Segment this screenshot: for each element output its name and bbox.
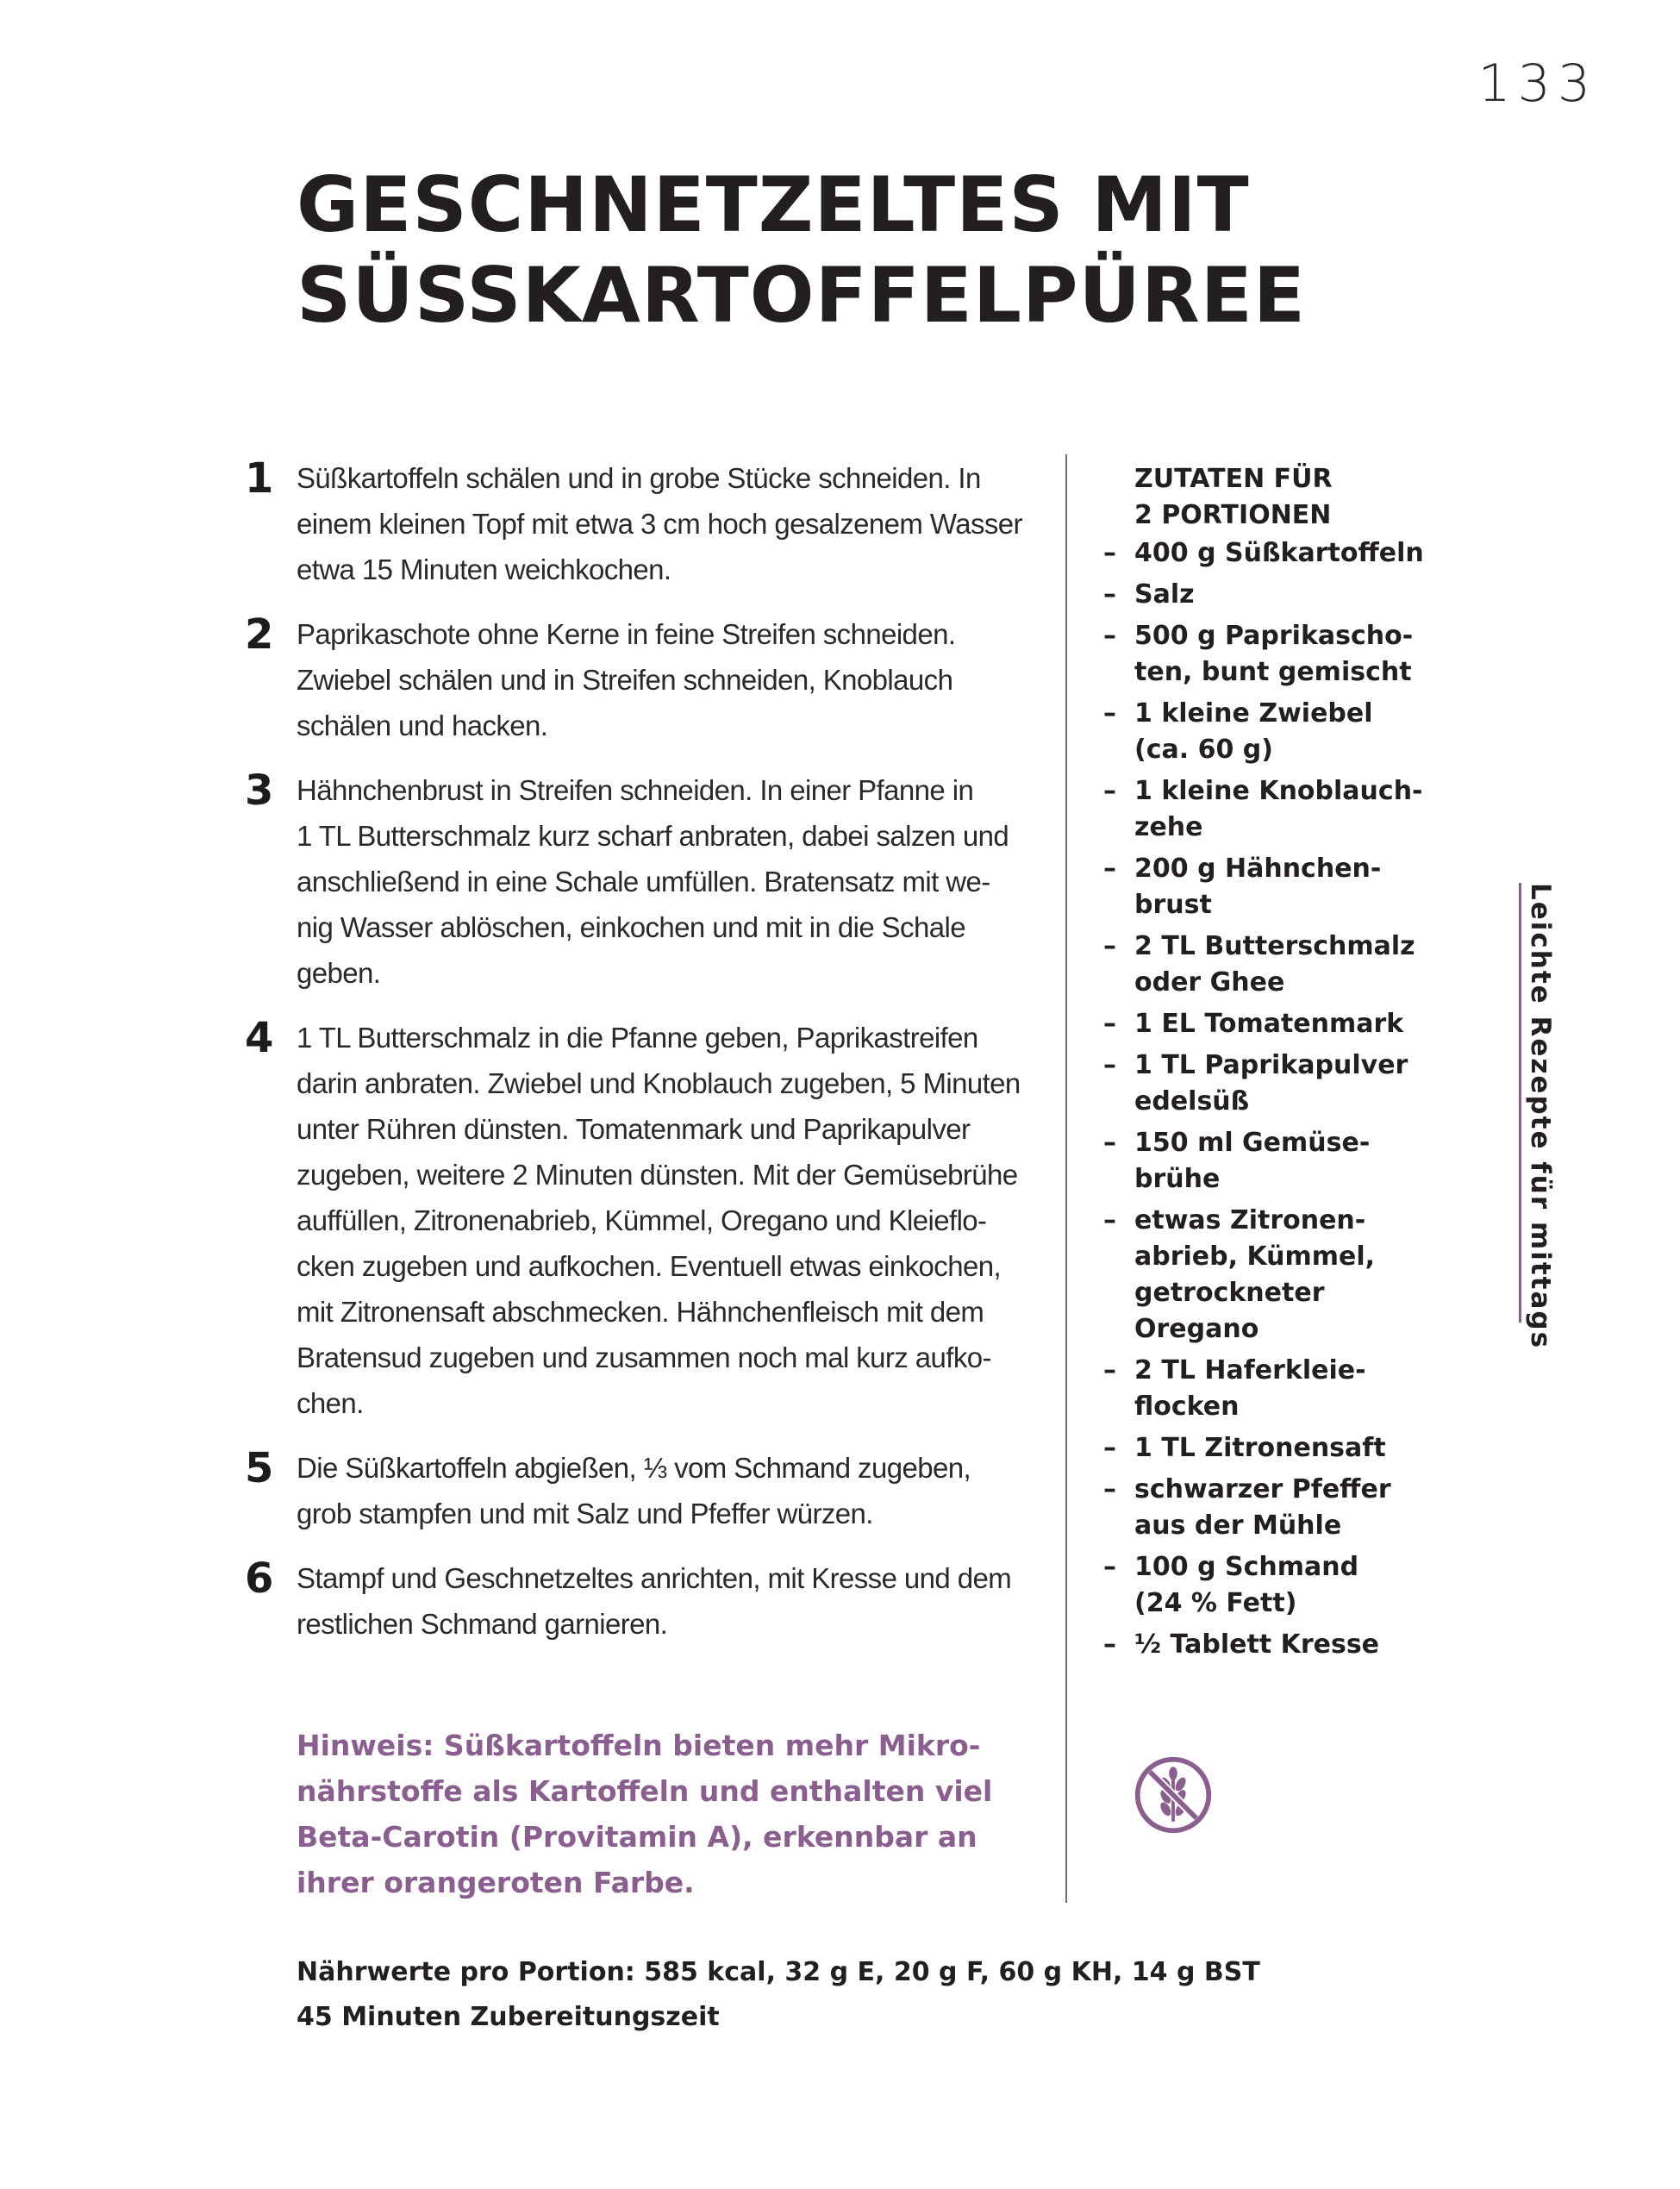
ingredient-item: – 200 g Hähnchen- brust [1103, 851, 1465, 923]
nutrition-values: Nährwerte pro Portion: 585 kcal, 32 g E, 20 g F, 60 g KH, 14 g BST [297, 1957, 1260, 1987]
chapter-side-label-text: Leichte Rezepte für mittags [1525, 883, 1556, 1350]
ingredients-panel [1103, 461, 1465, 1668]
ingredient-item: – 1 TL Paprikapulver edelsüß [1103, 1048, 1465, 1120]
chapter-side-label [1519, 883, 1564, 1350]
ingredient-item: – 100 g Schmand (24 % Fett) [1103, 1549, 1465, 1622]
step-5 [233, 1445, 1026, 1536]
ingredient-item: – 2 TL Butterschmalz oder Ghee [1103, 929, 1465, 1001]
ingredient-item: – Salz [1103, 577, 1465, 613]
ingredient-item: – etwas Zitronen- abrieb, Kümmel, getrockneter Oregano [1103, 1203, 1465, 1348]
ingredients-heading: ZUTATEN FÜR 2 PORTIONEN [1134, 464, 1333, 530]
recipe-title [297, 159, 1331, 341]
nutrition-info [297, 1950, 1331, 2040]
gluten-free-icon [1132, 1754, 1215, 1836]
ingredient-item: – 1 TL Zitronensaft [1103, 1430, 1465, 1467]
preparation-steps [233, 455, 1026, 1666]
column-divider [1065, 454, 1067, 1903]
ingredient-item: – 500 g Paprikascho- ten, bunt gemischt [1103, 618, 1465, 691]
step-6 [233, 1555, 1026, 1647]
preparation-time: 45 Minuten Zubereitungszeit [297, 2002, 720, 2032]
step-text: Süßkartoffeln schälen und in grobe Stücke schneiden. In einem kleinen Topf mit etwa 3 cm hoch gesalzenem Wasser etwa 15 Minuten weichkochen. [297, 462, 1022, 585]
recipe-title-line-1: GESCHNETZELTES MIT [297, 160, 1250, 249]
step-text: Hähnchenbrust in Streifen schneiden. In einer Pfanne in 1 TL Butterschmalz kurz scharf anbraten, dabei salzen und anschließend in eine Schale umfüllen. Bratensatz mit we- nig Wasser ablöschen, einkochen und mit in die Schale geben. [297, 774, 1009, 989]
ingredient-item: – 400 g Süßkartoffeln [1103, 535, 1465, 572]
step-number: 6 [245, 1554, 274, 1603]
step-text: Die Süßkartoffeln abgießen, ⅓ vom Schmand zugeben, grob stampfen und mit Salz und Pfeffer würzen. [297, 1452, 971, 1529]
ingredient-item: – 150 ml Gemüse- brühe [1103, 1125, 1465, 1198]
step-number: 3 [245, 766, 274, 815]
page-number: 133 [1477, 53, 1597, 114]
step-number: 5 [245, 1444, 274, 1492]
step-text: Stampf und Geschnetzeltes anrichten, mit Kresse und dem restlichen Schmand garnieren. [297, 1562, 1012, 1640]
ingredient-item: – 1 EL Tomatenmark [1103, 1006, 1465, 1042]
ingredient-item: – 1 kleine Knoblauch- zehe [1103, 773, 1465, 846]
step-1 [233, 455, 1026, 592]
ingredient-item: – ½ Tablett Kresse [1103, 1627, 1465, 1663]
step-3 [233, 767, 1026, 996]
step-text: Paprikaschote ohne Kerne in feine Streifen schneiden. Zwiebel schälen und in Streifen schneiden, Knoblauch schälen und hacken. [297, 618, 956, 741]
step-4 [233, 1015, 1026, 1426]
ingredient-item: – schwarzer Pfeffer aus der Mühle [1103, 1472, 1465, 1544]
ingredient-item: – 2 TL Haferkleie- flocken [1103, 1353, 1465, 1425]
step-number: 1 [245, 454, 274, 503]
step-text: 1 TL Butterschmalz in die Pfanne geben, Paprikastreifen darin anbraten. Zwiebel und Knoblauch zugeben, 5 Minuten unter Rühren dünsten. Tomatenmark und Paprikapulver zugeben, weitere 2 Minuten dünsten. Mit der Gemüsebrühe auffüllen, Zitronenabrieb, Kümmel, Oregano und Kleieflo- cken zugeben und aufkochen. Eventuell etwas einkochen, mit Zitronensaft abschmecken. Hähnchenfleisch mit dem Bratensud zugeben und zusammen noch mal kurz aufko- chen. [297, 1022, 1021, 1419]
step-number: 4 [245, 1014, 274, 1062]
step-2 [233, 611, 1026, 748]
ingredient-item: – 1 kleine Zwiebel (ca. 60 g) [1103, 696, 1465, 768]
recipe-title-line-2: SÜSSKARTOFFELPÜREE [297, 251, 1306, 340]
step-number: 2 [245, 610, 274, 659]
hint-note: Hinweis: Süßkartoffeln bieten mehr Mikro- nährstoffe als Kartoffeln und enthalten viel Beta-Carotin (Provitamin A), erkennbar an ihrer orangeroten Farbe. [297, 1729, 993, 1899]
ingredients-list [1103, 535, 1465, 1663]
